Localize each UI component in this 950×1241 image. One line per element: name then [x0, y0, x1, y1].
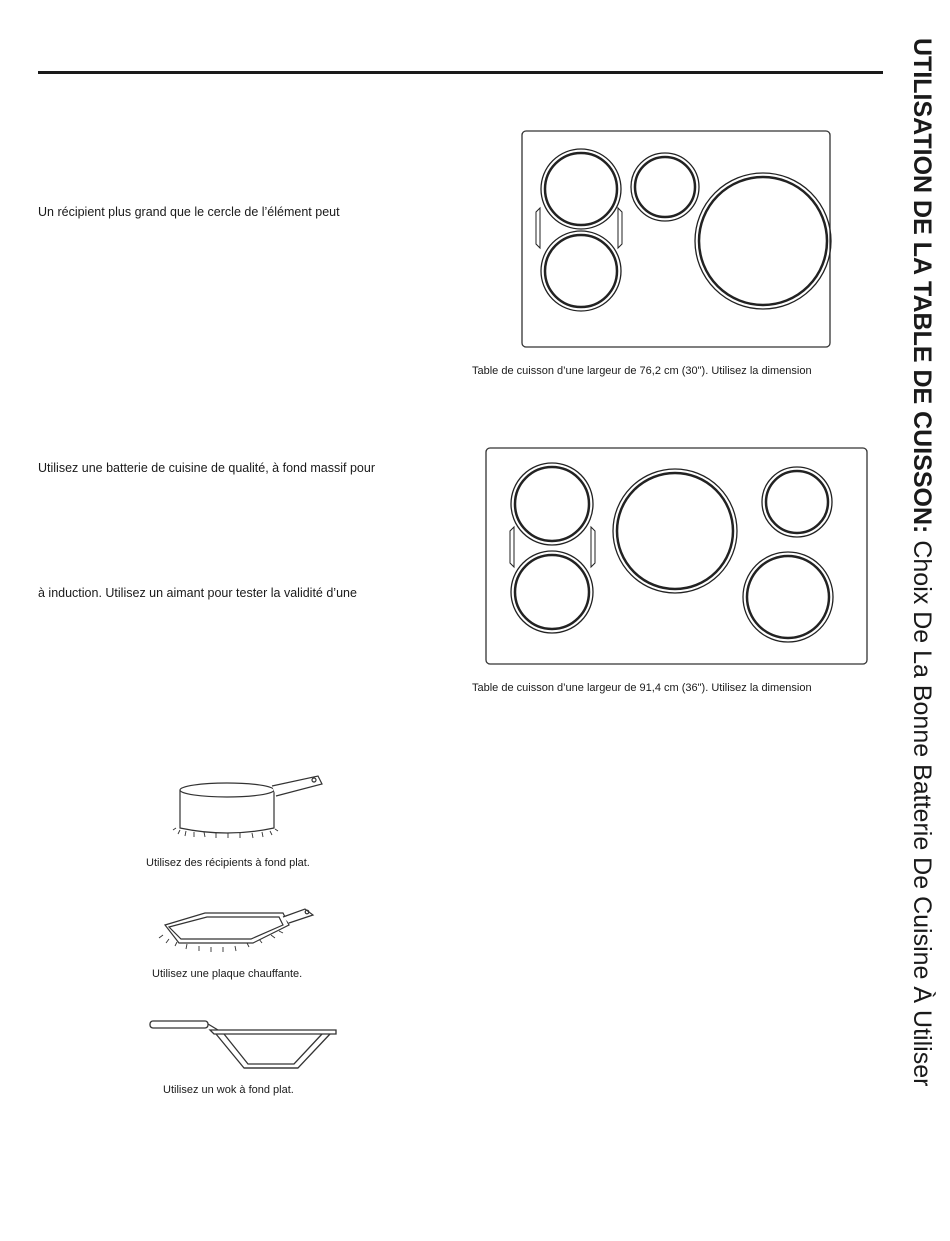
paragraph-magnet-test: à induction. Utilisez un aimant pour tester la validité d’une	[38, 586, 357, 600]
wok-illustration	[148, 1018, 343, 1073]
header-rule	[38, 71, 883, 74]
cooktop-30-diagram	[520, 130, 832, 350]
cooktop-36-diagram	[484, 447, 869, 667]
wok-caption: Utilisez un wok à fond plat.	[163, 1084, 294, 1096]
saucepan-illustration	[172, 772, 327, 842]
griddle-caption: Utilisez une plaque chauffante.	[152, 968, 303, 980]
paragraph-pan-size: Un récipient plus grand que le cercle de l’élément peut	[38, 205, 340, 219]
cooktop-30-caption: Table de cuisson d’une largeur de 76,2 cm (30"). Utilisez la dimension	[472, 365, 812, 377]
griddle-illustration	[155, 905, 320, 955]
cooktop-36-caption: Table de cuisson d’une largeur de 91,4 cm (36"). Utilisez la dimension	[472, 682, 812, 694]
saucepan-caption: Utilisez des récipients à fond plat.	[146, 857, 310, 869]
section-side-title	[904, 38, 942, 1218]
side-title-regular: Choix De La Bonne Batterie De Cuisine À Utiliser	[908, 540, 936, 1087]
side-title-bold: UTILISATION DE LA TABLE DE CUISSON:	[908, 38, 936, 534]
paragraph-quality-cookware: Utilisez une batterie de cuisine de qualité, à fond massif pour	[38, 461, 375, 475]
